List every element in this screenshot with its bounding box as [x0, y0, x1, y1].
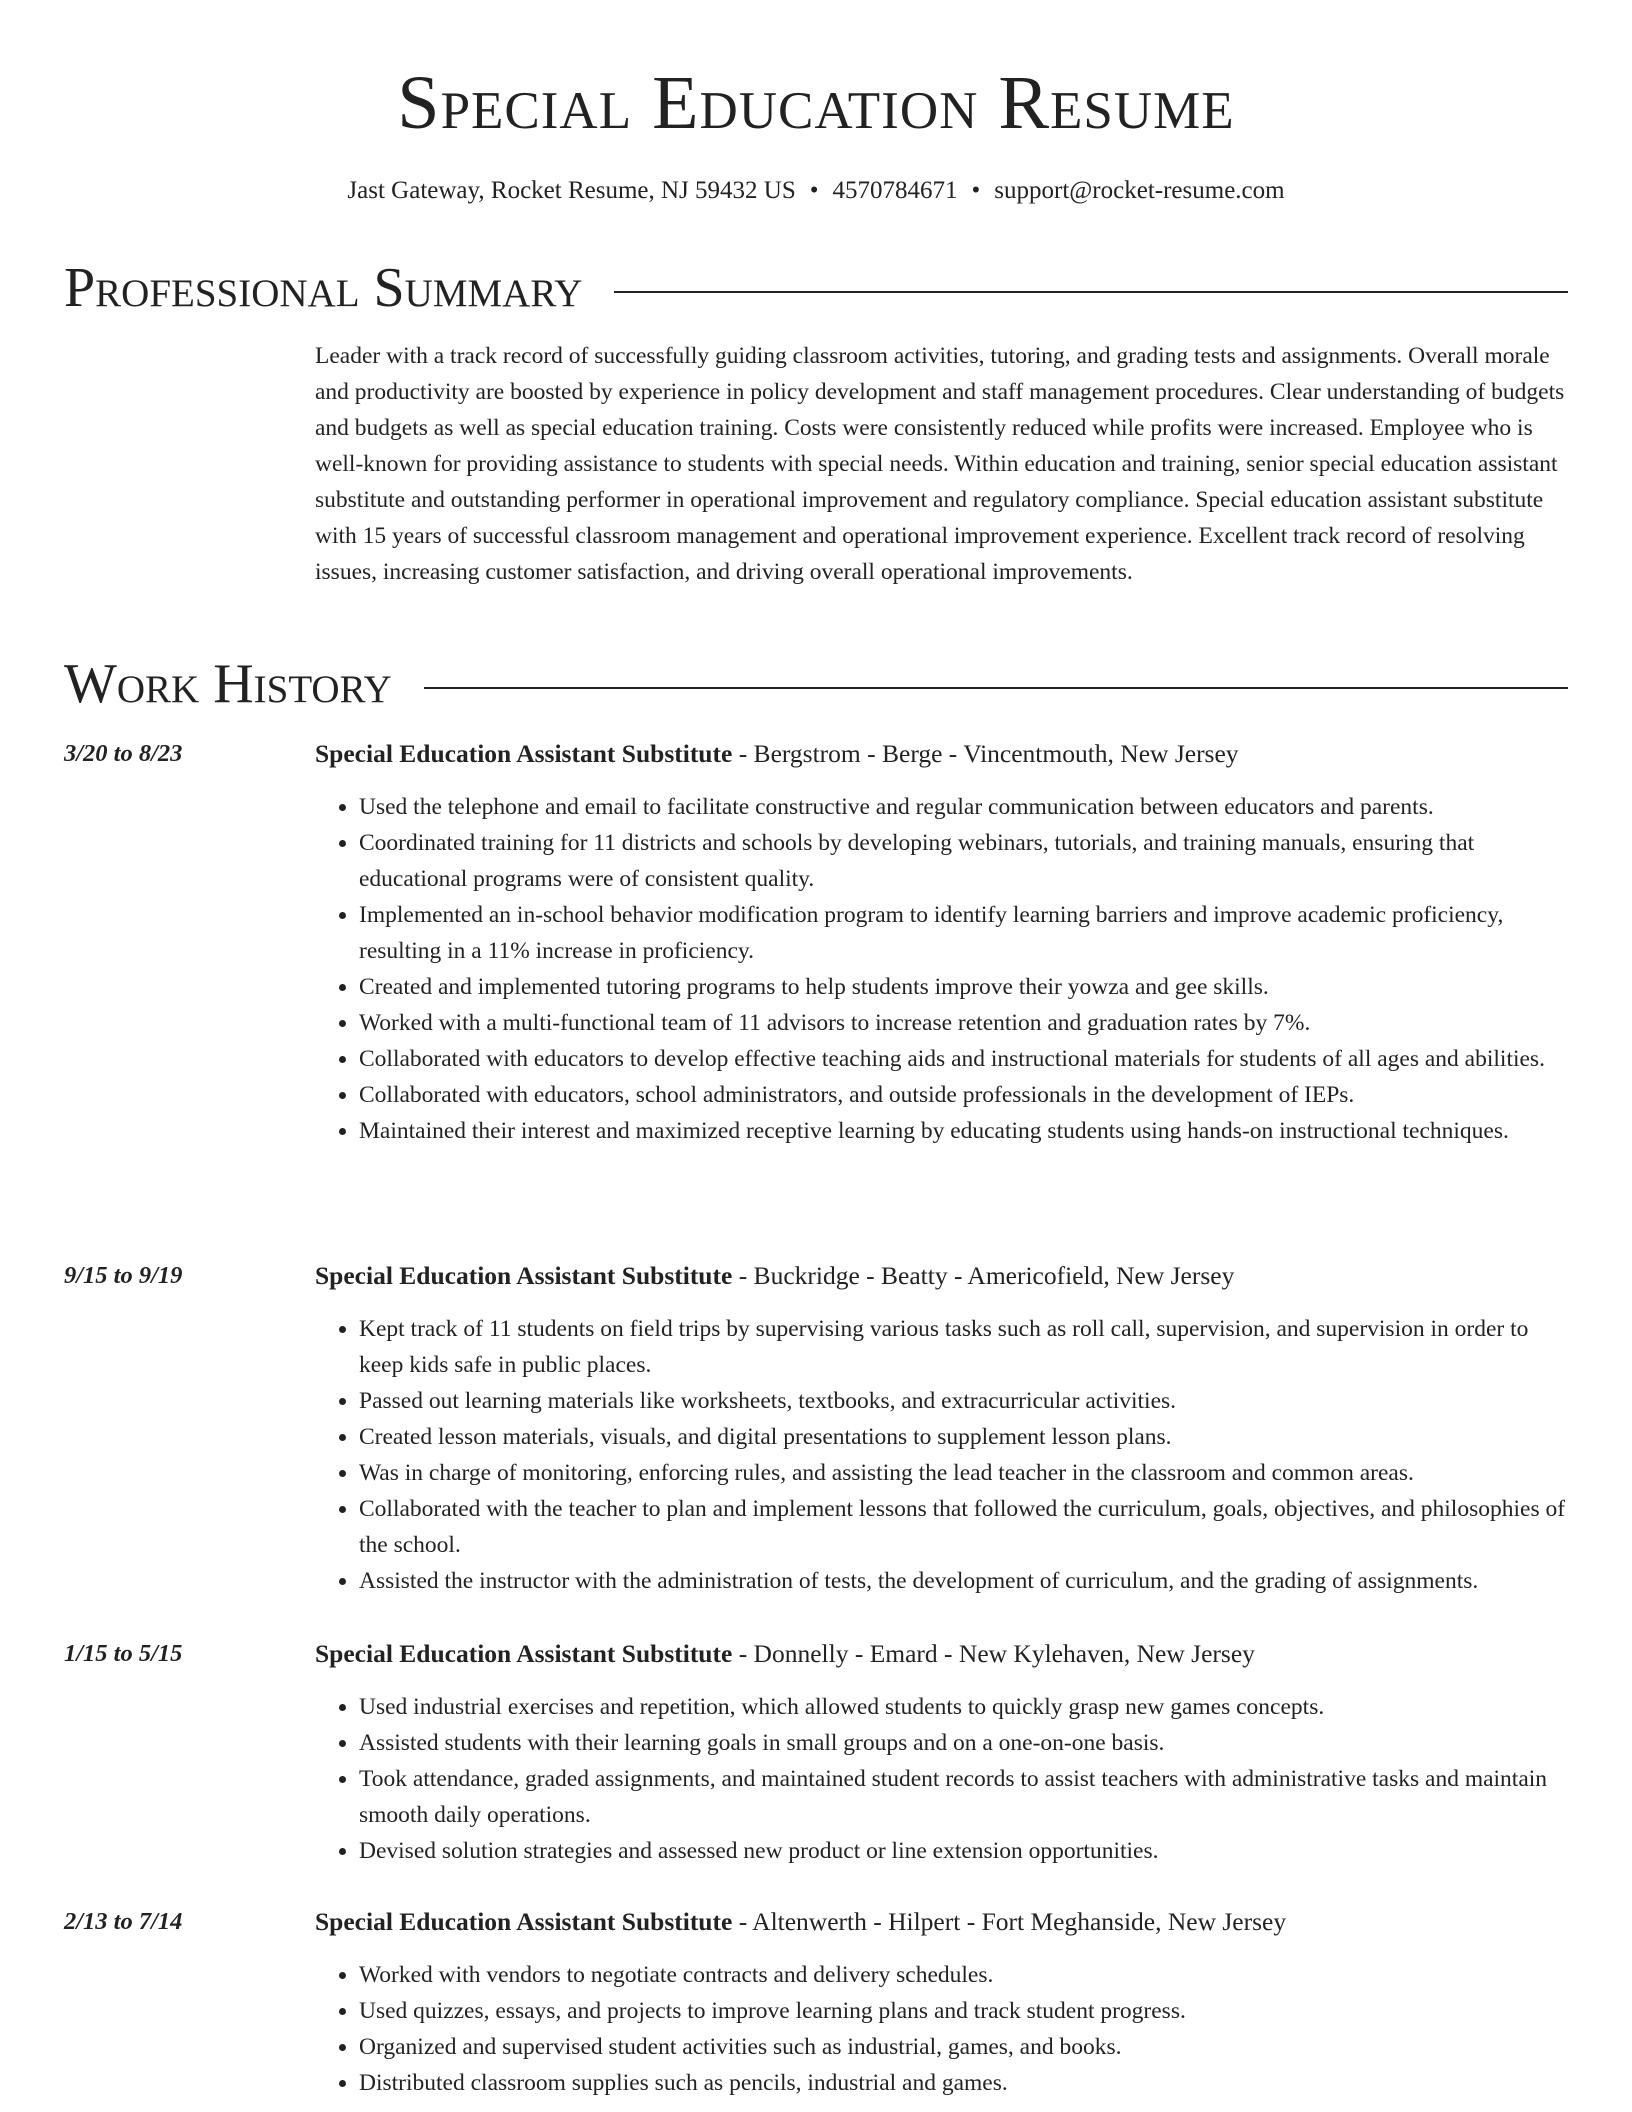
contact-line [0, 174, 1632, 208]
job-bullet: • Worked with vendors to negotiate contracts and delivery schedules. [359, 1957, 1570, 1993]
job-bullet: • Used the telephone and email to facilitate constructive and regular communication between educators and parents. [359, 789, 1570, 825]
job-bullet: • Took attendance, graded assignments, and maintained student records to assist teachers with administrative tasks and maintain smooth daily operations. [359, 1761, 1570, 1833]
resume-title: Special Education Resume [397, 61, 1235, 145]
job-header [315, 737, 1239, 771]
job-header [315, 1637, 1255, 1671]
job-bullet: • Maintained their interest and maximized receptive learning by educating students using hands-on instructional techniques. [359, 1113, 1570, 1149]
job-dates: 1/15 to 5/15 [64, 1640, 183, 1667]
summary-text: Leader with a track record of successfully guiding classroom activities, tutoring, and grading tests and assignments. Overall morale and productivity are boosted by experience in policy development and staff management procedures. Clear understanding of budgets and budgets as well as special education training. Costs were consistently reduced while profits were increased. Employee who is well-known for providing assistance to students with special needs. Within education and training, senior special education assistant substitute and outstanding performer in operational improvement and regulatory compliance. Special education assistant substitute with 15 years of successful classroom management and operational improvement experience. Excellent track record of resolving issues, increasing customer satisfaction, and driving overall operational improvements. [315, 343, 1565, 585]
job-role: Special Education Assistant Substitute [315, 1907, 733, 1936]
job-employer: - Donnelly - Emard - New Kylehaven, New Jersey [732, 1639, 1255, 1668]
job-bullet: • Created lesson materials, visuals, and digital presentations to supplement lesson plans. [359, 1419, 1570, 1455]
contact-phone: 4570784671 [832, 177, 958, 204]
job-bullet: • Passed out learning materials like worksheets, textbooks, and extracurricular activities. [359, 1383, 1570, 1419]
contact-separator: • [971, 177, 981, 204]
job-dates: 9/15 to 9/19 [64, 1262, 183, 1289]
job-bullet: • Devised solution strategies and assessed new product or line extension opportunities. [359, 1833, 1570, 1869]
job-bullet: • Organized and supervised student activities such as industrial, games, and books. [359, 2029, 1570, 2065]
job-bullet: • Kept track of 11 students on field trips by supervising various tasks such as roll call, supervision, and supervision in order to keep kids safe in public places. [359, 1311, 1570, 1383]
section-divider [424, 687, 1568, 689]
job-employer: - Buckridge - Beatty - Americofield, New Jersey [732, 1261, 1235, 1290]
work-section-header [64, 651, 1568, 717]
job-bullet: • Assisted the instructor with the administration of tests, the development of curriculum, and the grading of assignments. [359, 1563, 1570, 1599]
job-bullet: • Assisted students with their learning goals in small groups and on a one-on-one basis. [359, 1725, 1570, 1761]
contact-address: Jast Gateway, Rocket Resume, NJ 59432 US [347, 177, 796, 204]
job-bullet: • Collaborated with the teacher to plan and implement lessons that followed the curriculum, goals, objectives, and philosophies of the school. [359, 1491, 1570, 1563]
job-bullets [315, 1311, 1570, 1599]
job-employer: - Altenwerth - Hilpert - Fort Meghanside, New Jersey [732, 1907, 1287, 1936]
job-bullet: • Was in charge of monitoring, enforcing rules, and assisting the lead teacher in the classroom and common areas. [359, 1455, 1570, 1491]
job-bullet: • Used quizzes, essays, and projects to improve learning plans and track student progress. [359, 1993, 1570, 2029]
job-dates: 3/20 to 8/23 [64, 740, 183, 767]
contact-separator: • [809, 177, 819, 204]
job-bullet: • Worked with a multi-functional team of 11 advisors to increase retention and graduation rates by 7%. [359, 1005, 1570, 1041]
summary-section-header [64, 255, 1568, 321]
job-role: Special Education Assistant Substitute [315, 1639, 733, 1668]
job-bullets [315, 1957, 1570, 2101]
job-bullet: • Implemented an in-school behavior modification program to identify learning barriers and improve academic proficiency, resulting in a 11% increase in proficiency. [359, 897, 1570, 969]
job-bullet: • Used industrial exercises and repetition, which allowed students to quickly grasp new games concepts. [359, 1689, 1570, 1725]
job-bullet: • Collaborated with educators to develop effective teaching aids and instructional materials for students of all ages and abilities. [359, 1041, 1570, 1077]
contact-email: support@rocket-resume.com [994, 177, 1285, 204]
job-bullet: • Distributed classroom supplies such as pencils, industrial and games. [359, 2065, 1570, 2101]
job-role: Special Education Assistant Substitute [315, 1261, 733, 1290]
job-header [315, 1259, 1234, 1293]
job-bullet: • Coordinated training for 11 districts and schools by developing webinars, tutorials, and training manuals, ensuring that educational programs were of consistent quality. [359, 825, 1570, 897]
job-bullets [315, 789, 1570, 1149]
job-role: Special Education Assistant Substitute [315, 739, 733, 768]
work-heading: Work History [64, 653, 392, 715]
job-dates: 2/13 to 7/14 [64, 1908, 183, 1935]
job-employer: - Bergstrom - Berge - Vincentmouth, New Jersey [732, 739, 1239, 768]
job-header [315, 1905, 1286, 1939]
job-bullet: • Created and implemented tutoring programs to help students improve their yowza and gee skills. [359, 969, 1570, 1005]
summary-heading: Professional Summary [64, 257, 583, 319]
section-divider [614, 291, 1568, 293]
job-bullet: • Collaborated with educators, school administrators, and outside professionals in the development of IEPs. [359, 1077, 1570, 1113]
job-bullets [315, 1689, 1570, 1869]
